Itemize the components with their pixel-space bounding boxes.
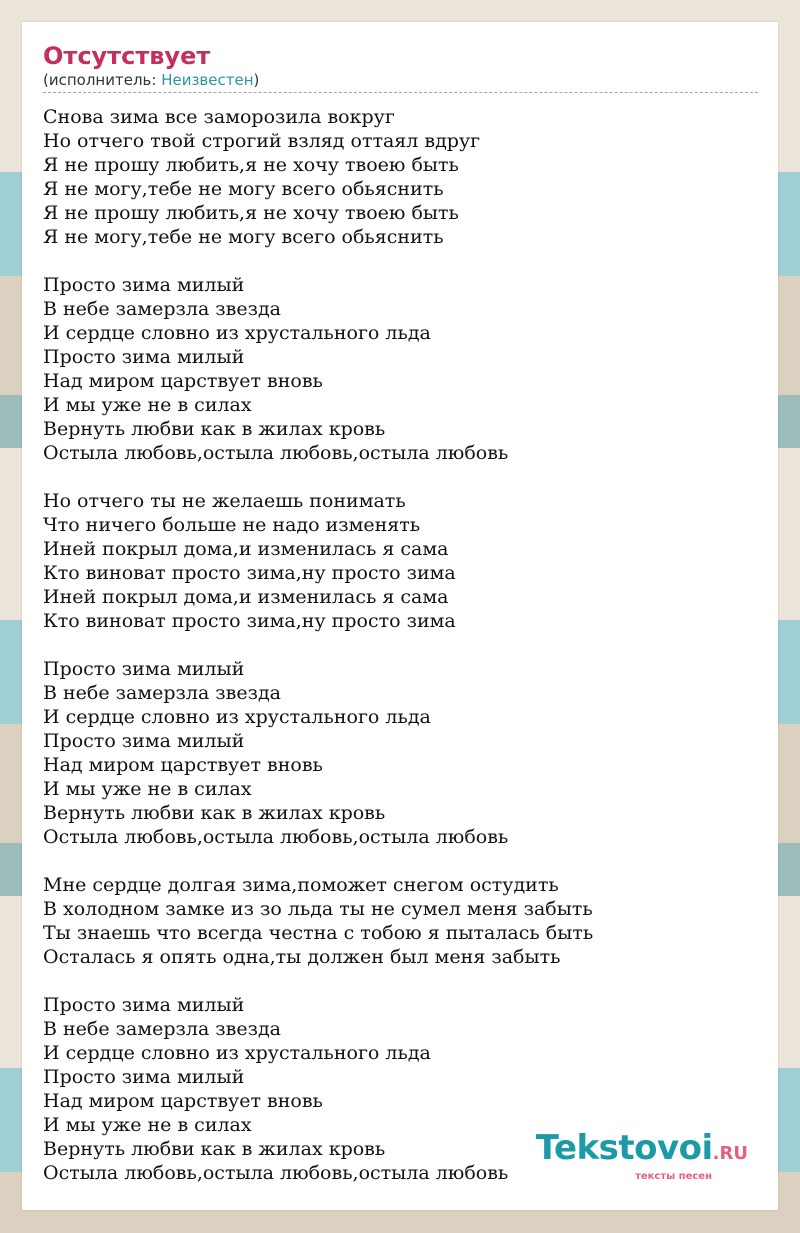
lyric-line: И мы уже не в силах [43, 1114, 252, 1136]
lyric-line: Просто зима милый [43, 346, 245, 368]
stanza [43, 273, 758, 465]
lyric-line: В небе замерзла звезда [43, 1018, 282, 1040]
lyric-line: Ты знаешь что всегда честна с тобою я пыталась быть [43, 922, 594, 944]
lyric-line: Просто зима милый [43, 658, 245, 680]
lyric-line: Мне сердце долгая зима,поможет снегом остудить [43, 874, 559, 896]
artist-suffix: ) [253, 71, 260, 89]
lyric-line: Остыла любовь,остыла любовь,остыла любовь [43, 442, 509, 464]
stanza [43, 105, 758, 249]
lyric-line: Просто зима милый [43, 730, 245, 752]
lyric-line: В холодном замке из зо льда ты не сумел меня забыть [43, 898, 593, 920]
lyrics-body [43, 105, 758, 1185]
logo-wordmark [536, 1130, 748, 1172]
stanza [43, 657, 758, 849]
lyric-line: Остыла любовь,остыла любовь,остыла любовь [43, 826, 509, 848]
lyric-line: И сердце словно из хрустального льда [43, 706, 431, 728]
lyric-line: Осталась я опять одна,ты должен был меня забыть [43, 946, 561, 968]
logo-name: Tekstovoi [535, 1128, 713, 1168]
lyric-line: Вернуть любви как в жилах кровь [43, 802, 386, 824]
lyric-line: В небе замерзла звезда [43, 682, 282, 704]
lyric-line: Над миром царствует вновь [43, 370, 323, 392]
stanza [43, 489, 758, 633]
lyric-line: Иней покрыл дома,и изменилась я сама [43, 586, 449, 608]
lyric-line: Что ничего больше не надо изменять [43, 514, 421, 536]
lyric-line: И сердце словно из хрустального льда [43, 322, 431, 344]
lyric-line: Снова зима все заморозила вокруг [43, 106, 395, 128]
site-logo[interactable] [536, 1130, 748, 1182]
lyric-line: И мы уже не в силах [43, 394, 252, 416]
stanza [43, 873, 758, 969]
lyric-line: Над миром царствует вновь [43, 754, 323, 776]
song-title: Отсутствует [43, 42, 211, 70]
lyric-line: Просто зима милый [43, 1066, 245, 1088]
lyric-line: Остыла любовь,остыла любовь,остыла любовь [43, 1162, 509, 1184]
lyric-line: Над миром царствует вновь [43, 1090, 323, 1112]
lyric-line: Кто виноват просто зима,ну просто зима [43, 562, 456, 584]
artist-prefix: (исполнитель: [43, 71, 162, 89]
logo-tld: .RU [712, 1143, 748, 1164]
lyric-line: Я не прошу любить,я не хочу твоею быть [43, 202, 459, 224]
lyric-line: Вернуть любви как в жилах кровь [43, 1138, 386, 1160]
lyric-line: Я не прошу любить,я не хочу твоею быть [43, 154, 459, 176]
artist-link[interactable]: Неизвестен [161, 71, 254, 89]
lyric-line: Просто зима милый [43, 274, 245, 296]
lyric-line: И сердце словно из хрустального льда [43, 1042, 431, 1064]
lyric-line: Я не могу,тебе не могу всего обьяснить [43, 178, 444, 200]
logo-tagline: тексты песен [635, 1171, 712, 1182]
lyric-line: Но отчего твой строгий взляд оттаял вдруг [43, 130, 481, 152]
artist-line [43, 70, 758, 93]
lyric-line: Иней покрыл дома,и изменилась я сама [43, 538, 449, 560]
lyric-line: Просто зима милый [43, 994, 245, 1016]
lyric-line: Кто виноват просто зима,ну просто зима [43, 610, 456, 632]
lyric-line: Вернуть любви как в жилах кровь [43, 418, 386, 440]
lyric-line: И мы уже не в силах [43, 778, 252, 800]
lyric-line: Я не могу,тебе не могу всего обьяснить [43, 226, 444, 248]
lyric-line: В небе замерзла звезда [43, 298, 282, 320]
lyrics-card [22, 22, 778, 1210]
lyric-line: Но отчего ты не желаешь понимать [43, 490, 406, 512]
